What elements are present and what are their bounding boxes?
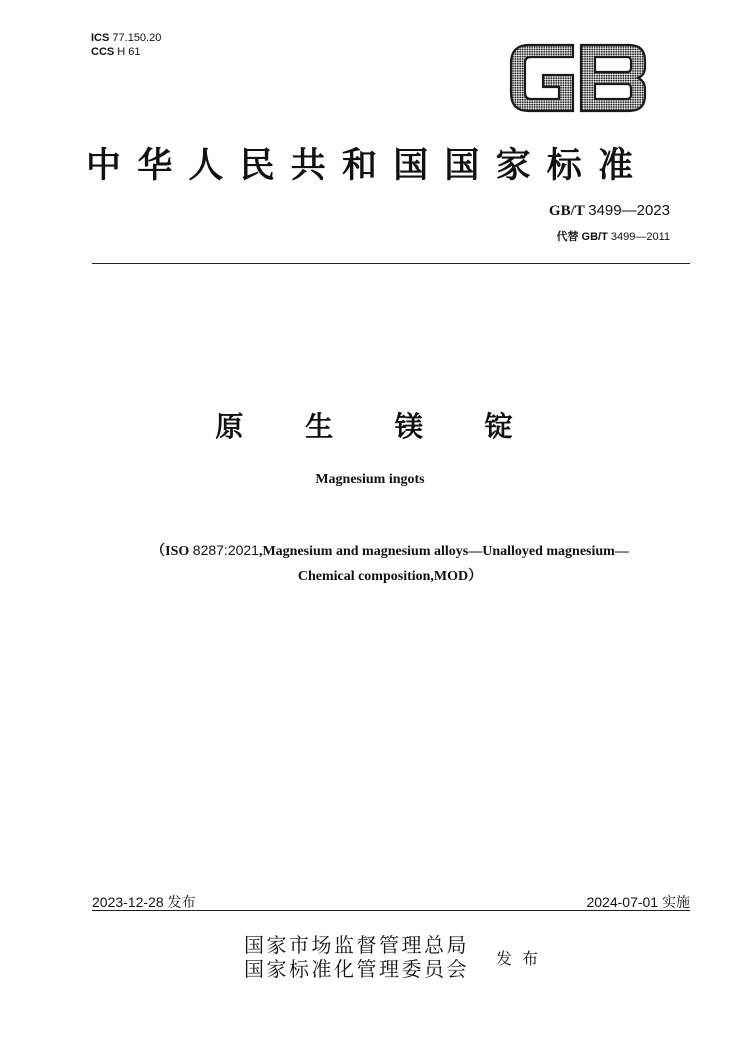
- issuer-sac: 国家标准化管理委员会: [244, 957, 469, 981]
- standard-number-value: 3499—2023: [588, 202, 670, 219]
- bottom-divider: [92, 910, 690, 911]
- top-divider: [92, 263, 690, 264]
- iso-reference: [90, 538, 690, 589]
- classification-codes: [91, 31, 161, 59]
- gb-logo-icon: [507, 41, 649, 115]
- standard-number: [549, 202, 670, 220]
- chinese-title: 原 生 镁 锭: [215, 410, 539, 443]
- issuer-samr: 国家市场监督管理总局: [244, 933, 469, 957]
- replaces-prefix: 代替 GB/T: [556, 231, 608, 243]
- iso-reference-line1: [90, 538, 690, 564]
- ccs-value: H 61: [117, 46, 141, 58]
- ics-label: ICS: [91, 32, 110, 44]
- ccs-code: [91, 45, 161, 59]
- ccs-label: CCS: [91, 46, 115, 58]
- country-standard-title: 中华人民共和国国家标准: [86, 145, 650, 186]
- iso-reference-line2: Chemical composition,MOD）: [297, 569, 483, 584]
- replaces-standard: [556, 228, 670, 244]
- iso-open: （ISO: [151, 544, 190, 559]
- issue-label: 发布: [496, 949, 549, 968]
- issuing-authorities: [244, 933, 469, 981]
- ics-value: 77.150.20: [112, 32, 162, 44]
- english-title: Magnesium ingots: [315, 472, 425, 487]
- implementation-date: 2024-07-01 实施: [586, 894, 690, 910]
- iso-title-part1: ,Magnesium and magnesium alloys—Unalloyed magnesium—: [258, 544, 629, 559]
- standard-prefix: GB/T: [548, 203, 585, 219]
- ics-code: [91, 31, 161, 45]
- publication-date: 2023-12-28 发布: [92, 894, 196, 910]
- replaces-number: 3499—2011: [610, 231, 670, 243]
- iso-code: 8287:2021: [192, 542, 259, 558]
